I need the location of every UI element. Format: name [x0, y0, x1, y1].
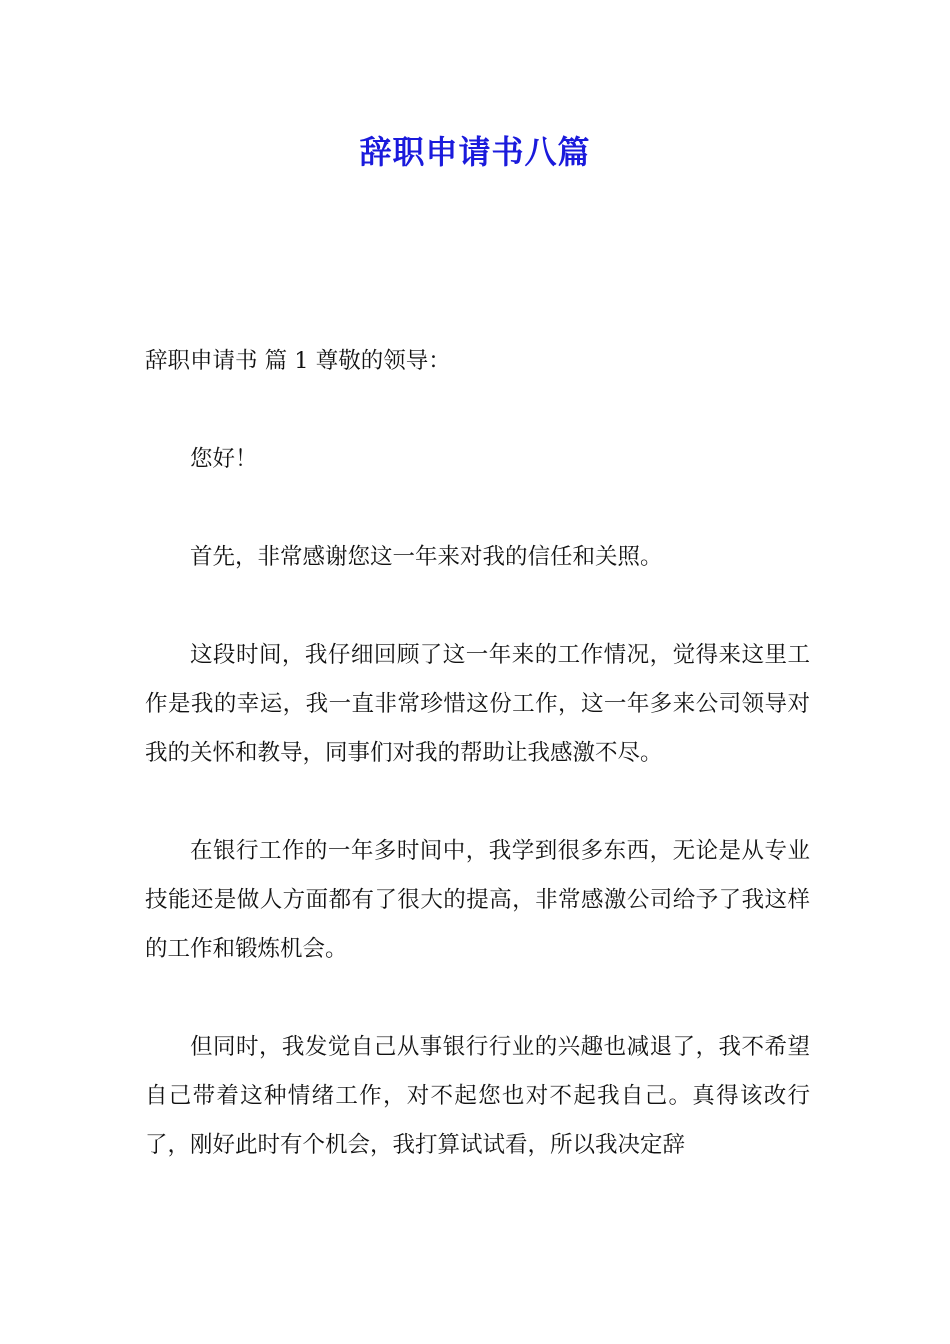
greeting-paragraph: 您好！: [190, 446, 258, 472]
body-paragraph: 在银行工作的一年多时间中，我学到很多东西，无论是从专业技能还是做人方面都有了很大的提高，非常感激公司给予了我这样的工作和锻炼机会。: [145, 838, 810, 962]
salutation-paragraph: 辞职申请书 篇 1 尊敬的领导：: [145, 348, 451, 374]
body-paragraph: 首先，非常感谢您这一年来对我的信任和关照。: [190, 544, 663, 570]
body-paragraph: 这段时间，我仔细回顾了这一年来的工作情况，觉得来这里工作是我的幸运，我一直非常珍惜这份工作，这一年多来公司领导对我的关怀和教导，同事们对我的帮助让我感激不尽。: [145, 642, 810, 766]
document-body: [145, 337, 810, 1219]
body-paragraph: 但同时，我发觉自己从事银行行业的兴趣也减退了，我不希望自己带着这种情绪工作，对不起您也对不起我自己。真得该改行了，刚好此时有个机会，我打算试试看，所以我决定辞: [145, 1034, 810, 1158]
document-title: 辞职申请书八篇: [359, 133, 591, 171]
